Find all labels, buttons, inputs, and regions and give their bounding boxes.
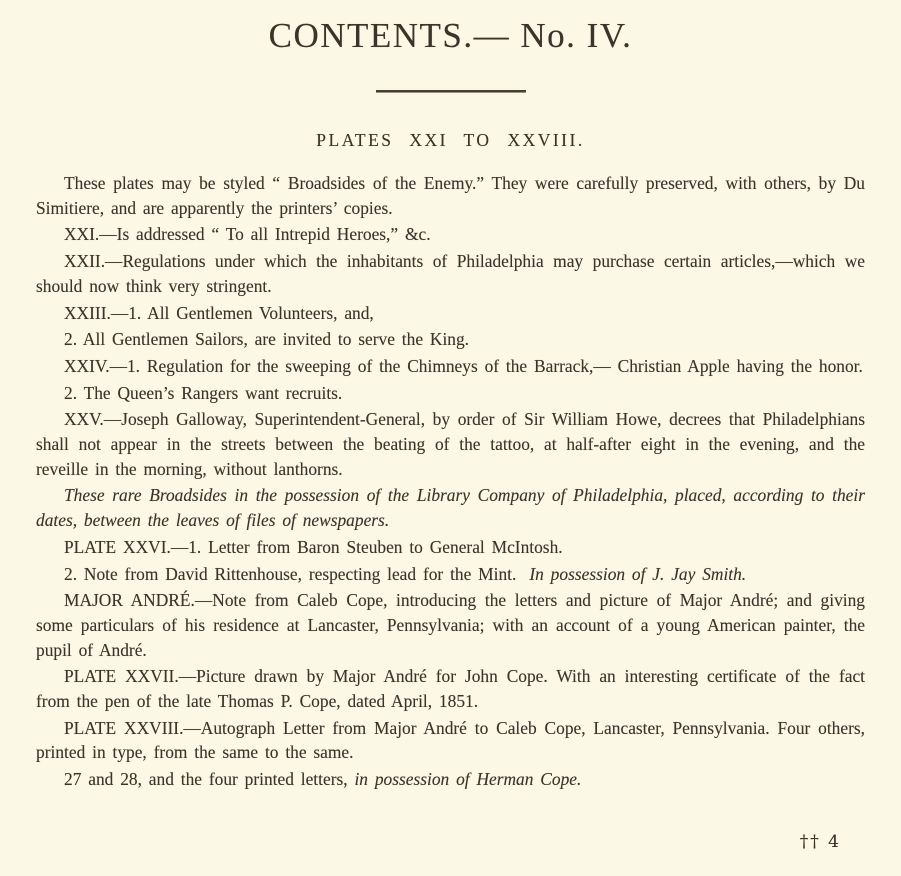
entry-major-andre: MAJOR ANDRÉ.—Note from Caleb Cope, introducing the letters and picture of Major André; and giving some particulars of his residence at Lancaster, Pennsylvania; with an account of a young American painter, the pupil of André. (36, 590, 865, 660)
entry-plate-xxvi-item-1: PLATE XXVI.—1. Letter from Baron Steuben to General McIntosh. (64, 536, 563, 557)
ornamental-rule (376, 90, 526, 93)
entry-text: 27 and 28, and the four printed letters, (64, 769, 355, 790)
signature-mark: †† 4 (799, 832, 841, 852)
entry-plate-xxiii-item-1: XXIII.—1. All Gentlemen Volunteers, and, (64, 302, 374, 323)
entry-plate-xxiii-item-2: 2. All Gentlemen Sailors, are invited to serve the King. (64, 329, 470, 350)
entry-plate-xxii: XXII.—Regulations under which the inhabitants of Philadelphia may purchase certain articles,—which we should now think very stringent. (36, 251, 865, 296)
possession-note-smith: In possession of J. Jay Smith. (529, 563, 747, 584)
entry-plate-xxiv-item-2: 2. The Queen’s Rangers want recruits. (64, 382, 343, 403)
entry-plate-xxiv-item-1: XXIV.—1. Regulation for the sweeping of the Chimneys of the Barrack,— Christian Apple having the honor. (64, 355, 863, 376)
entry-plate-xxvii: PLATE XXVII.—Picture drawn by Major André for John Cope. With an interesting certificate of the fact from the pen of the late Thomas P. Cope, dated April, 1851. (36, 666, 865, 712)
contents-list (36, 171, 865, 792)
entry-plate-xxviii: PLATE XXVIII.—Autograph Letter from Major André to Caleb Cope, Lancaster, Pennsylvania. Four others, printed in type, from the same to the same. (36, 717, 865, 763)
broadsides-provenance-note: These rare Broadsides in the possession of the Library Company of Philadelphia, placed, according to their dates, between the leaves of files of newspapers. (36, 485, 865, 531)
entry-plate-xxv: XXV.—Joseph Galloway, Superintendent-General, by order of Sir William Howe, decrees that Philadelphians shall not appear in the streets between the beating of the tattoo, at half-after eight in the evening, and the reveille in the morning, without lanthorns. (36, 409, 865, 479)
possession-note-herman: in possession of Herman Cope. (354, 769, 582, 790)
section-heading: PLATES XXI TO XXVIII. (316, 130, 585, 150)
entry-27-and-28 (36, 767, 865, 792)
entry-plate-xxi: XXI.—Is addressed “ To all Intrepid Heroes,” &c. (64, 224, 431, 245)
page-title: CONTENTS.— No. IV. (268, 16, 633, 55)
entry-intro: These plates may be styled “ Broadsides of the Enemy.” They were carefully preserved, with others, by Du Simitiere, and are apparently the printers’ copies. (36, 173, 865, 218)
entry-text: 2. Note from David Rittenhouse, respecting lead for the Mint. (64, 563, 517, 584)
entry-plate-xxvi-item-2 (36, 562, 865, 587)
